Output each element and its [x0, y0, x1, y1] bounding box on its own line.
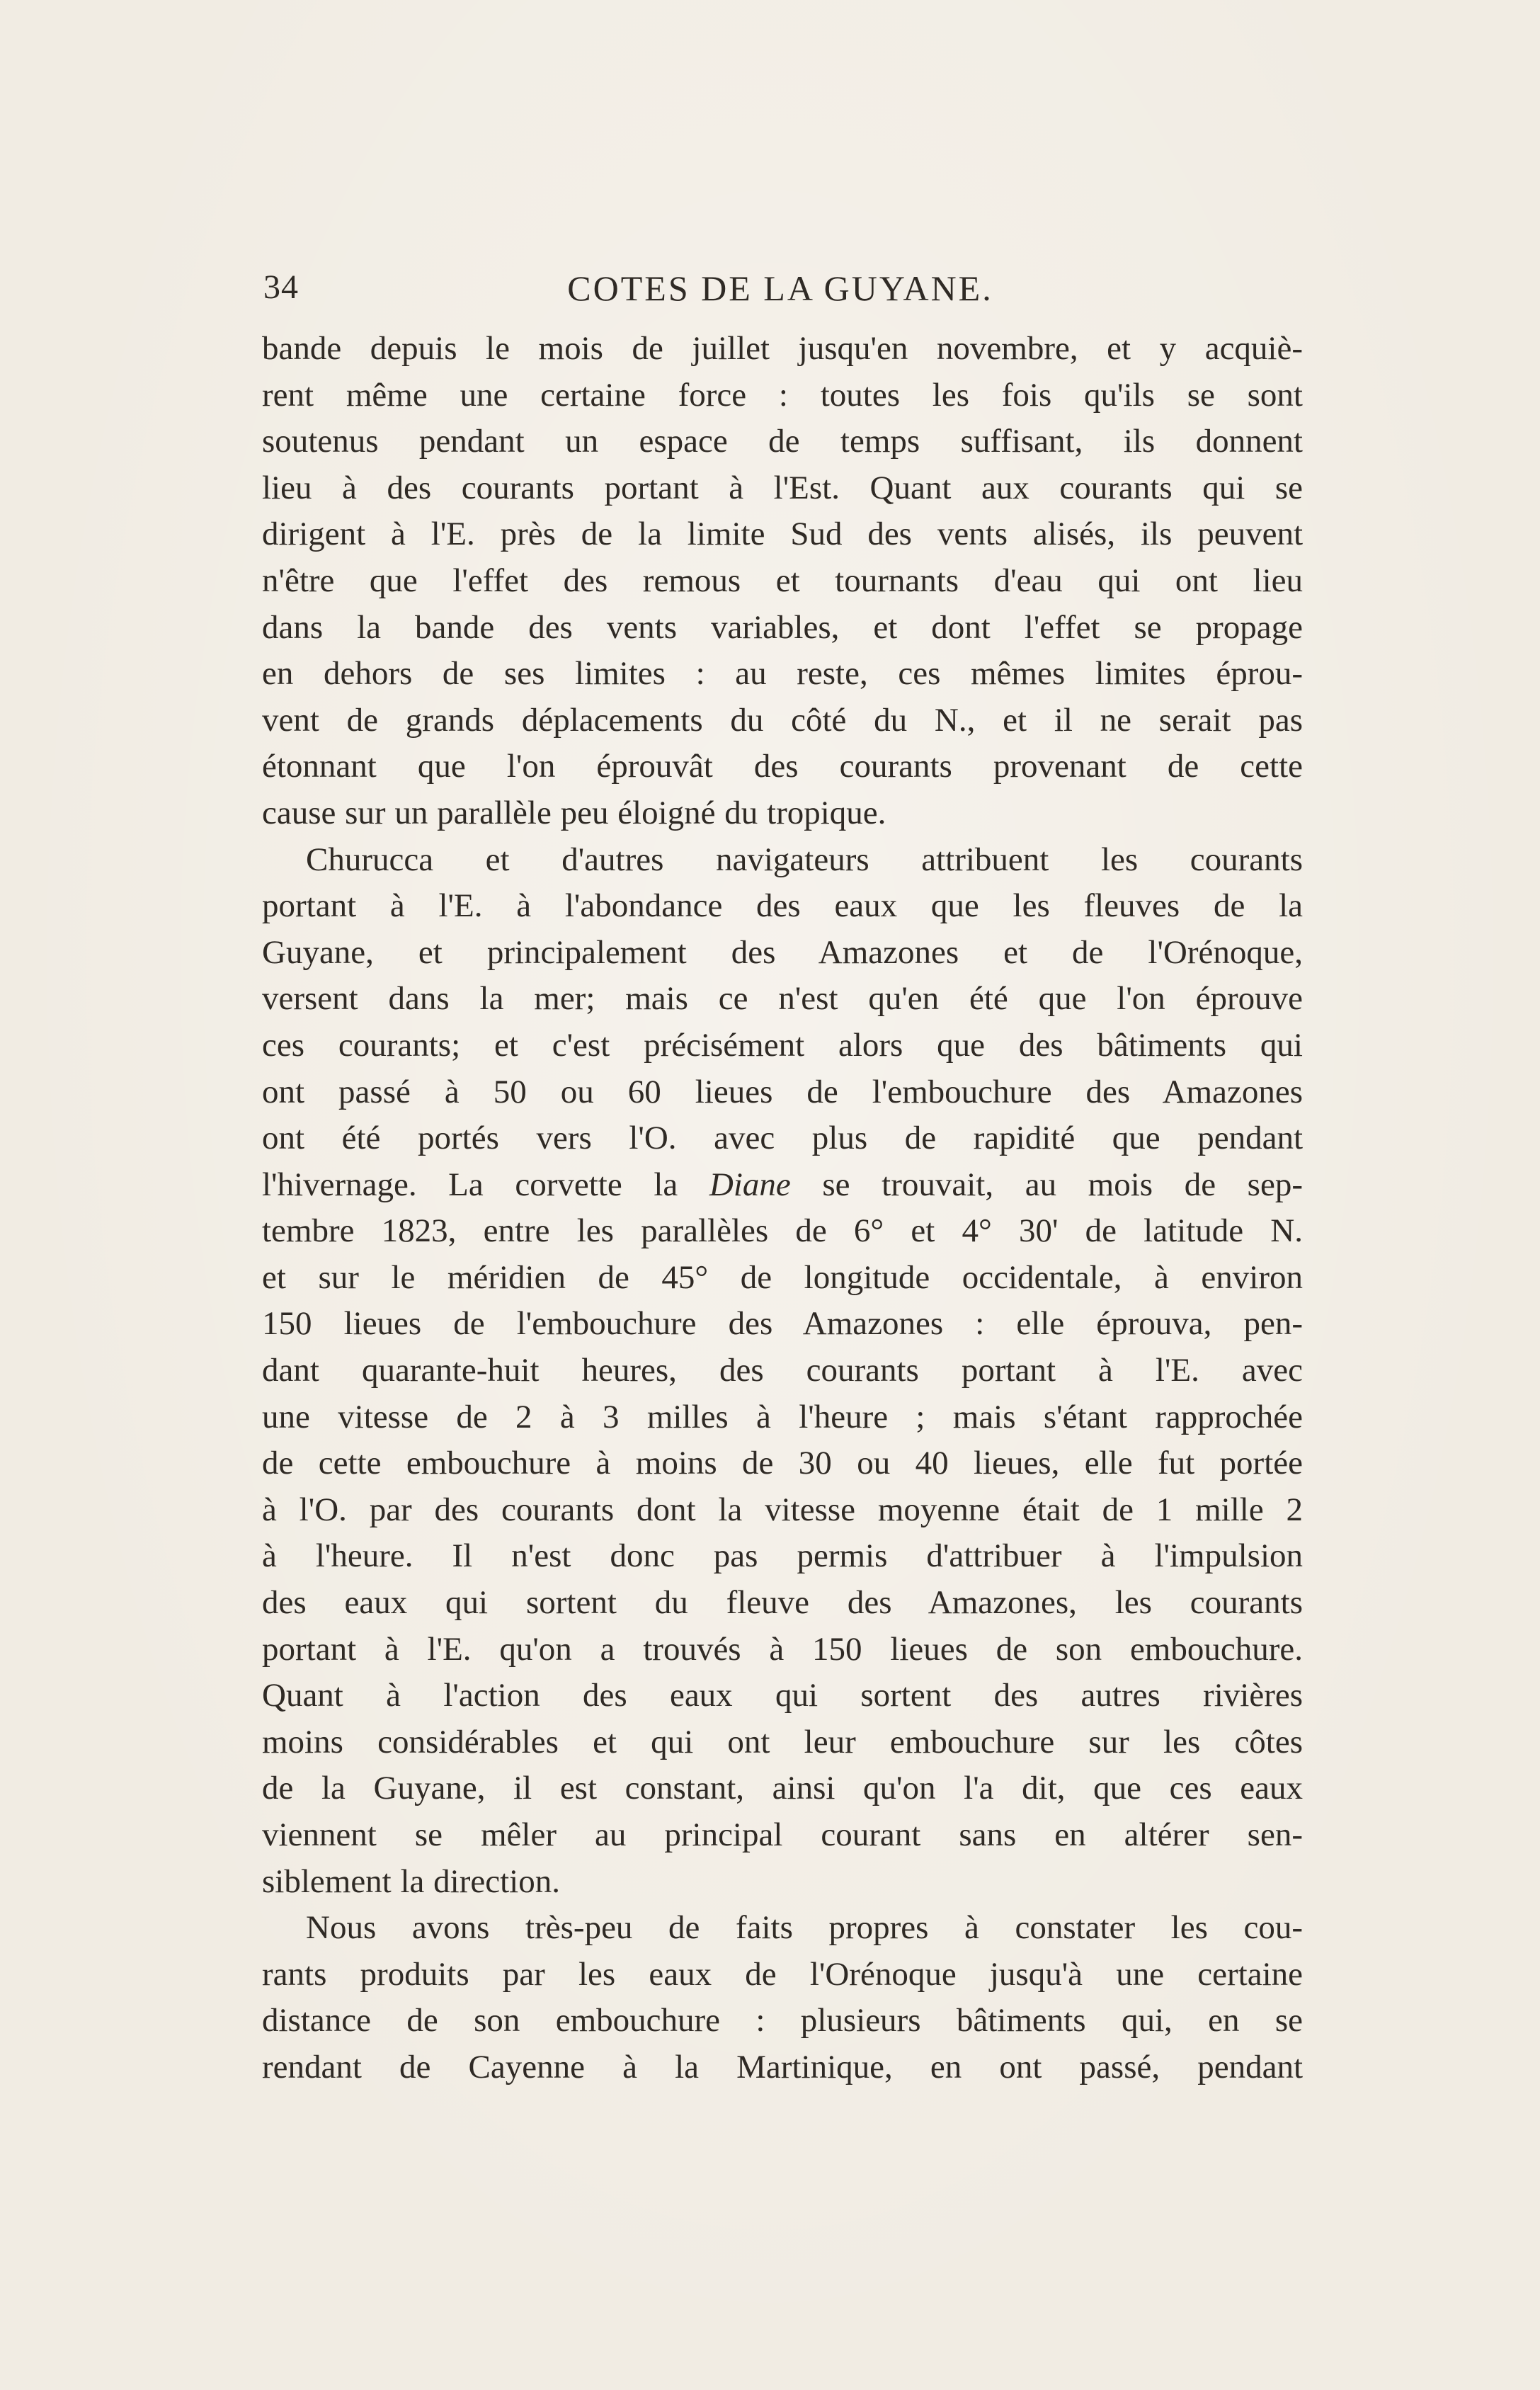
text-line: rants produits par les eaux de l'Orénoque jusqu'à une certaine — [262, 1955, 1303, 1993]
text-line: rent même une certaine force : toutes les fois qu'ils se sont — [262, 376, 1303, 414]
text-line: vent de grands déplacements du côté du N., et il ne serait pas — [262, 701, 1303, 739]
text-line: ont été portés vers l'O. avec plus de rapidité que pendant — [262, 1120, 1303, 1157]
text-line: soutenus pendant un espace de temps suffisant, ils donnent — [262, 423, 1303, 460]
text-line: moins considérables et qui ont leur embouchure sur les côtes — [262, 1723, 1303, 1760]
paragraph-3 — [262, 1905, 1303, 2090]
text-line: Guyane, et principalement des Amazones et de l'Orénoque, — [262, 933, 1303, 971]
text-line-with-ship-name — [262, 1162, 1303, 1209]
text-line: ont passé à 50 ou 60 lieues de l'embouchure des Amazones — [262, 1073, 1303, 1110]
text-line: de la Guyane, il est constant, ainsi qu'on l'a dit, que ces eaux — [262, 1770, 1303, 1807]
text-line: viennent se mêler au principal courant sans en altérer sen- — [262, 1816, 1303, 1853]
text-line: en dehors de ses limites : au reste, ces mêmes limites éprou- — [262, 655, 1303, 693]
text-line: à l'O. par des courants dont la vitesse moyenne était de 1 mille 2 — [262, 1491, 1303, 1528]
text-line: siblement la direction. — [262, 1862, 560, 1900]
text-line: une vitesse de 2 à 3 milles à l'heure ; mais s'étant rapprochée — [262, 1398, 1303, 1435]
text-line: ces courants; et c'est précisément alors que des bâtiments qui — [262, 1026, 1303, 1064]
body-text — [262, 326, 1303, 2091]
text-line: étonnant que l'on éprouvât des courants provenant de cette — [262, 748, 1303, 785]
text-line: tembre 1823, entre les parallèles de 6° et 4° 30' de latitude N. — [262, 1212, 1303, 1250]
text-line: dant quarante-huit heures, des courants portant à l'E. avec — [262, 1352, 1303, 1389]
text-line: Quant à l'action des eaux qui sortent des autres rivières — [262, 1677, 1303, 1714]
text-line: bande depuis le mois de juillet jusqu'en novembre, et y acquiè- — [262, 330, 1303, 367]
text-segment: l'hivernage. La corvette la — [262, 1166, 709, 1203]
text-line: rendant de Cayenne à la Martinique, en ont passé, pendant — [262, 2048, 1303, 2085]
text-segment: se trouvait, au mois de sep- — [790, 1166, 1303, 1203]
page-header — [263, 268, 1297, 310]
text-line: portant à l'E. à l'abondance des eaux que les fleuves de la — [262, 887, 1303, 925]
text-line: Churucca et d'autres navigateurs attribuent les courants — [306, 841, 1303, 878]
text-line: et sur le méridien de 45° de longitude occidentale, à environ — [262, 1258, 1303, 1296]
text-line: 150 lieues de l'embouchure des Amazones : elle éprouva, pen- — [262, 1305, 1303, 1343]
text-line: portant à l'E. qu'on a trouvés à 150 lieues de son embouchure. — [262, 1630, 1303, 1668]
text-line: dans la bande des vents variables, et dont l'effet se propage — [262, 608, 1303, 646]
text-line: à l'heure. Il n'est donc pas permis d'attribuer à l'impulsion — [262, 1537, 1303, 1575]
text-line: cause sur un parallèle peu éloigné du tropique. — [262, 794, 886, 831]
text-line: distance de son embouchure : plusieurs bâtiments qui, en se — [262, 2002, 1303, 2039]
paragraph-2 — [262, 837, 1303, 1906]
paragraph-1 — [262, 326, 1303, 837]
text-line: dirigent à l'E. près de la limite Sud des vents alisés, ils peuvent — [262, 516, 1303, 553]
text-line: des eaux qui sortent du fleuve des Amazones, les courants — [262, 1584, 1303, 1622]
ship-name: Diane — [709, 1166, 791, 1203]
text-line: Nous avons très-peu de faits propres à constater les cou- — [306, 1909, 1303, 1947]
text-line: lieu à des courants portant à l'Est. Quant aux courants qui se — [262, 469, 1303, 506]
running-title: COTES DE LA GUYANE. — [567, 268, 993, 308]
text-line: versent dans la mer; mais ce n'est qu'en été que l'on éprouve — [262, 980, 1303, 1018]
page-number: 34 — [263, 268, 299, 306]
text-line: n'être que l'effet des remous et tournants d'eau qui ont lieu — [262, 562, 1303, 599]
text-line: de cette embouchure à moins de 30 ou 40 lieues, elle fut portée — [262, 1445, 1303, 1482]
